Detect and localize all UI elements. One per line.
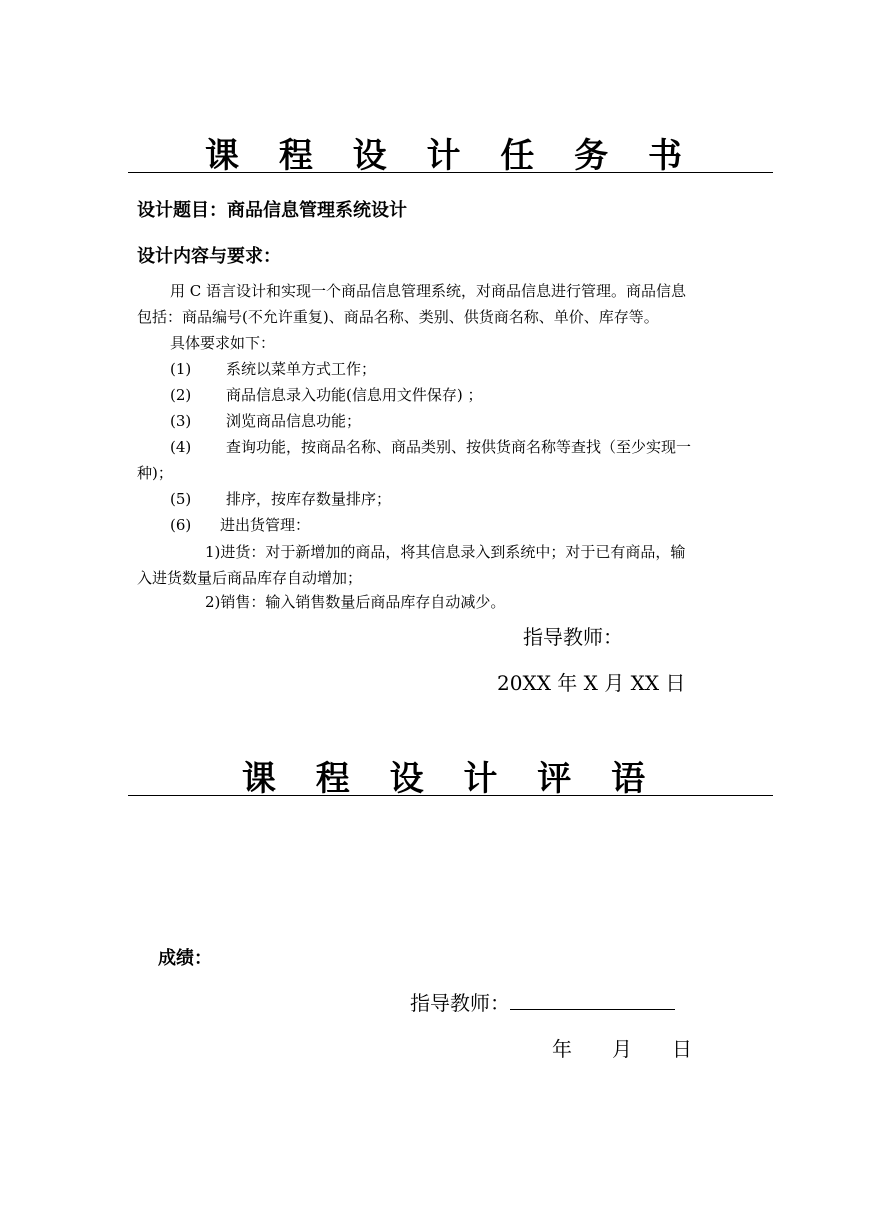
requirement-text: 排序，按库存数量排序；	[226, 490, 392, 508]
requirement-number: (6)	[170, 516, 192, 534]
sub-item-purchase-line-1: 1)进货：对于新增加的商品，将其信息录入到系统中；对于已有商品，输	[205, 543, 686, 561]
review-title-rule	[128, 795, 773, 796]
grade-label: 成绩：	[158, 948, 212, 969]
title-rule	[128, 172, 773, 173]
requirement-text: 浏览商品信息功能；	[226, 412, 362, 430]
requirement-item	[170, 514, 310, 535]
requirement-number: (4)	[170, 438, 192, 456]
topic-label: 设计题目：商品信息管理系统设计	[137, 200, 407, 221]
requirement-item	[170, 436, 691, 457]
requirement-item	[170, 384, 482, 405]
intro-line-1: 用 C 语言设计和实现一个商品信息管理系统，对商品信息进行管理。商品信息	[170, 282, 687, 300]
requirement-number: (2)	[170, 386, 192, 404]
date-blank: 年 月 日	[552, 1037, 692, 1061]
task-title: 课 程 设 计 任 务 书	[204, 136, 697, 176]
requirement-item	[170, 410, 361, 431]
signature-blank	[510, 991, 675, 1010]
teacher-label: 指导教师：	[523, 625, 623, 649]
requirement-4-continued: 种)；	[137, 464, 173, 482]
requirement-item	[170, 358, 376, 379]
requirement-text: 商品信息录入功能(信息用文件保存) ；	[226, 386, 483, 404]
requirement-number: (1)	[170, 360, 192, 378]
review-title: 课 程 设 计 评 语	[241, 759, 660, 799]
teacher-label-2: 指导教师：	[410, 991, 510, 1015]
intro-line-2: 包括：商品编号(不允许重复)、商品名称、类别、供货商名称、单价、库存等。	[137, 308, 659, 326]
requirement-number: (5)	[170, 490, 192, 508]
requirement-text: 系统以菜单方式工作；	[226, 360, 377, 378]
sub-item-purchase-line-2: 入进货数量后商品库存自动增加；	[137, 569, 363, 587]
requirement-text: 进出货管理：	[220, 516, 311, 534]
sub-item-sales: 2)销售：输入销售数量后商品库存自动减少。	[205, 593, 506, 611]
requirement-item	[170, 488, 391, 509]
date: 20XX 年 X 月 XX 日	[497, 671, 686, 695]
content-label: 设计内容与要求：	[137, 246, 281, 267]
requirements-intro: 具体要求如下：	[170, 334, 276, 352]
requirement-text: 查询功能，按商品名称、商品类别、按供货商名称等查找（至少实现一	[226, 438, 692, 456]
requirement-number: (3)	[170, 412, 192, 430]
teacher-signature-line	[410, 987, 675, 1016]
